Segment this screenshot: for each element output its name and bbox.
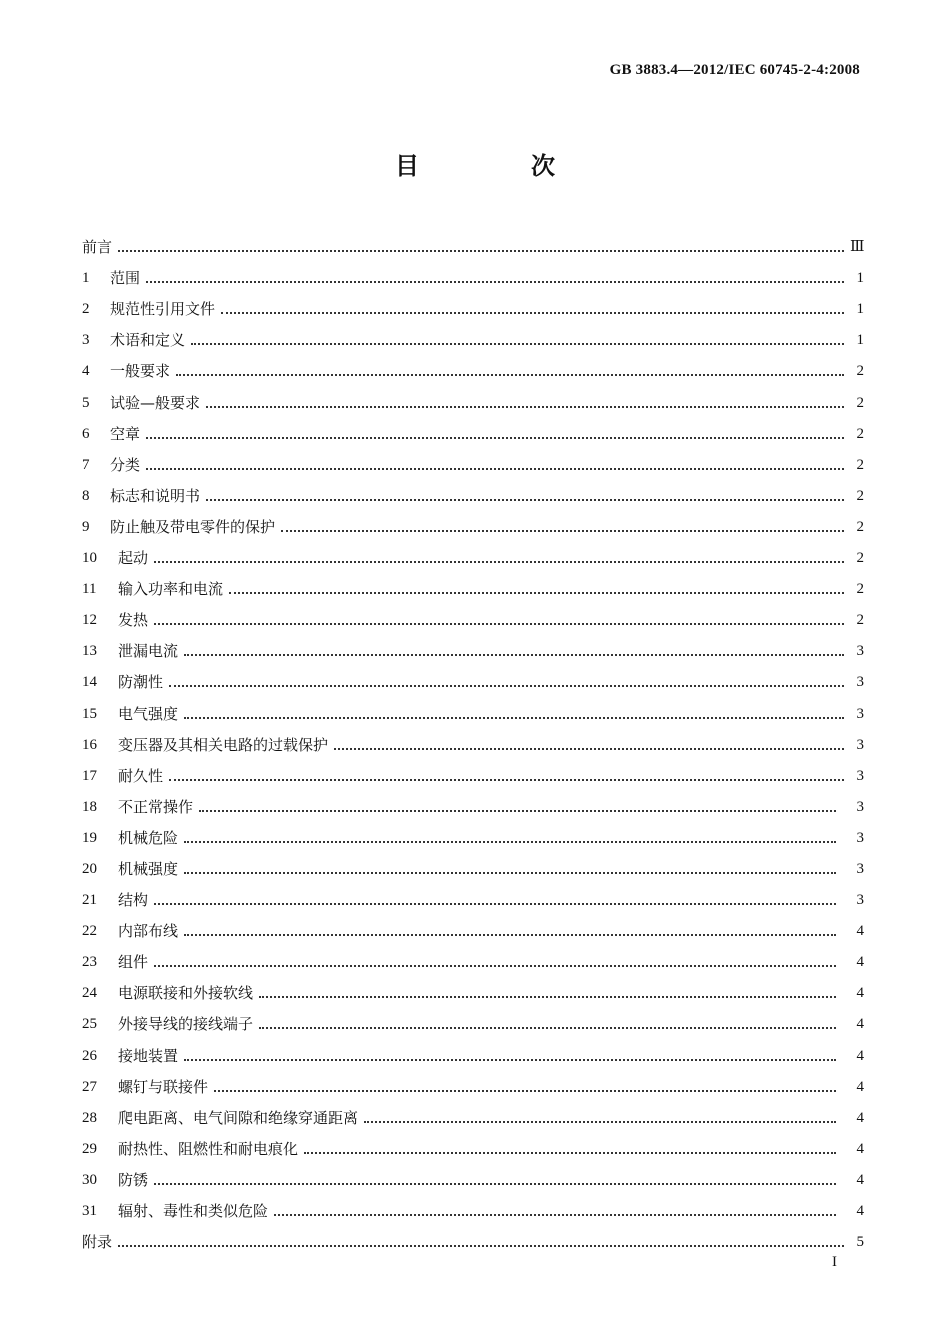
toc-entry-label: 内部布线 — [118, 922, 179, 941]
toc-entry-page: 5 — [856, 1234, 864, 1251]
toc-entry[interactable] — [82, 506, 864, 537]
table-of-contents — [82, 226, 864, 1252]
toc-entry-page: 2 — [856, 425, 864, 442]
toc-entry-page: 3 — [856, 674, 864, 691]
toc-entry[interactable] — [82, 910, 864, 941]
toc-entry[interactable] — [82, 381, 864, 412]
toc-entry[interactable] — [82, 661, 864, 692]
dot-leader — [184, 717, 844, 719]
toc-entry-label: 组件 — [118, 953, 149, 972]
toc-entry-page: 3 — [856, 736, 864, 753]
toc-entry-page: 3 — [856, 860, 864, 877]
toc-entry-number: 9 — [82, 518, 90, 535]
toc-entry[interactable] — [82, 817, 864, 848]
dot-leader — [184, 872, 836, 874]
toc-entry-page: 4 — [856, 1203, 864, 1219]
toc-entry[interactable] — [82, 1003, 864, 1034]
toc-entry-page: 4 — [856, 985, 864, 1002]
toc-entry-page: 3 — [856, 767, 864, 784]
toc-entry-number: 10 — [82, 550, 97, 567]
toc-entry-number: 27 — [82, 1078, 97, 1095]
toc-entry-number: 6 — [82, 425, 90, 442]
toc-entry-label: 耐久性 — [118, 766, 164, 785]
toc-entry-page: 3 — [856, 829, 864, 846]
toc-entry-page: 2 — [856, 394, 864, 411]
toc-entry[interactable] — [82, 537, 864, 568]
toc-entry-label: 防潮性 — [118, 673, 164, 692]
toc-entry-label: 附录 — [82, 1233, 113, 1252]
toc-entry[interactable] — [82, 972, 864, 1003]
dot-leader — [169, 685, 844, 687]
toc-entry-page: 3 — [856, 705, 864, 722]
toc-entry-page: 3 — [856, 798, 864, 815]
toc-entry-page: Ⅲ — [850, 239, 865, 256]
toc-entry-label: 一般要求 — [110, 362, 171, 381]
toc-entry-label: 起动 — [118, 549, 149, 568]
toc-entry-number: 31 — [82, 1203, 97, 1219]
toc-entry-label: 空章 — [110, 424, 141, 443]
toc-entry-page: 1 — [856, 301, 864, 318]
toc-entry[interactable] — [82, 1097, 864, 1128]
dot-leader — [184, 934, 836, 936]
toc-entry[interactable] — [82, 1066, 864, 1097]
dot-leader — [206, 406, 844, 408]
toc-entry-number: 12 — [82, 612, 97, 629]
dot-leader — [154, 1183, 836, 1185]
toc-entry-number: 21 — [82, 892, 97, 909]
toc-entry-page: 2 — [856, 581, 864, 598]
dot-leader — [146, 437, 844, 439]
toc-entry-number: 28 — [82, 1109, 97, 1126]
toc-entry-page: 2 — [856, 487, 864, 504]
toc-entry-number: 1 — [82, 270, 90, 287]
toc-entry[interactable] — [82, 630, 864, 661]
dot-leader — [199, 810, 836, 812]
dot-leader — [184, 1059, 836, 1061]
toc-entry[interactable] — [82, 786, 864, 817]
dot-leader — [229, 592, 844, 594]
dot-leader — [214, 1090, 836, 1092]
toc-entry-page: 2 — [856, 550, 864, 567]
toc-entry-number: 13 — [82, 643, 97, 660]
dot-leader — [191, 343, 844, 345]
toc-entry-number: 18 — [82, 798, 97, 815]
toc-entry-label: 爬电距离、电气间隙和绝缘穿通距离 — [118, 1108, 359, 1127]
dot-leader — [184, 654, 844, 656]
toc-entry[interactable] — [82, 1034, 864, 1065]
toc-entry-number: 2 — [82, 301, 90, 318]
dot-leader — [154, 623, 844, 625]
toc-entry-page: 2 — [856, 612, 864, 629]
dot-leader — [206, 499, 844, 501]
toc-entry-number: 25 — [82, 1016, 97, 1033]
dot-leader — [334, 748, 844, 750]
dot-leader — [118, 250, 844, 252]
toc-entry[interactable] — [82, 848, 864, 879]
toc-entry-label: 螺钉与联接件 — [118, 1077, 209, 1096]
toc-entry-label: 机械危险 — [118, 828, 179, 847]
toc-entry-page: 3 — [856, 892, 864, 909]
toc-entry-number: 22 — [82, 923, 97, 940]
dot-leader — [154, 965, 836, 967]
dot-leader — [184, 841, 836, 843]
toc-entry[interactable] — [82, 1190, 864, 1221]
toc-entry-number: 29 — [82, 1140, 97, 1157]
dot-leader — [281, 530, 844, 532]
dot-leader — [176, 374, 844, 376]
toc-entry-label: 术语和定义 — [110, 331, 186, 350]
toc-entry[interactable] — [82, 941, 864, 972]
toc-entry-page: 4 — [856, 1047, 864, 1064]
toc-entry-label: 耐热性、阻燃性和耐电痕化 — [118, 1139, 299, 1158]
toc-entry-label: 机械强度 — [118, 859, 179, 878]
dot-leader — [259, 1027, 836, 1029]
toc-entry-number: 3 — [82, 332, 90, 349]
toc-entry-number: 8 — [82, 487, 90, 504]
toc-entry-number: 4 — [82, 363, 90, 380]
toc-entry-label: 前言 — [82, 238, 113, 257]
dot-leader — [364, 1121, 836, 1123]
toc-entry-label: 输入功率和电流 — [118, 580, 224, 599]
toc-entry-number: 30 — [82, 1171, 97, 1188]
toc-entry-number: 17 — [82, 767, 97, 784]
toc-entry-number: 15 — [82, 705, 97, 722]
toc-entry-page: 4 — [856, 923, 864, 940]
toc-entry[interactable] — [82, 755, 864, 786]
toc-entry-page: 4 — [856, 1078, 864, 1095]
dot-leader — [221, 312, 844, 314]
toc-entry-page: 4 — [856, 954, 864, 971]
toc-entry-page: 1 — [856, 332, 864, 349]
toc-entry-label: 电气强度 — [118, 704, 179, 723]
toc-entry[interactable] — [82, 879, 864, 910]
dot-leader — [118, 1245, 844, 1247]
page-number: I — [832, 1254, 837, 1270]
toc-entry-number: 26 — [82, 1047, 97, 1064]
dot-leader — [146, 281, 844, 283]
dot-leader — [304, 1152, 836, 1154]
toc-entry[interactable] — [82, 724, 864, 755]
toc-entry-label: 试验—般要求 — [110, 393, 201, 412]
toc-entry-label: 不正常操作 — [118, 797, 194, 816]
dot-leader — [169, 779, 844, 781]
toc-entry-page: 2 — [856, 456, 864, 473]
toc-entry-number: 24 — [82, 985, 97, 1002]
toc-entry[interactable] — [82, 350, 864, 381]
dot-leader — [259, 996, 836, 998]
toc-entry-number: 23 — [82, 954, 97, 971]
toc-entry-number: 20 — [82, 860, 97, 877]
toc-entry-label: 接地装置 — [118, 1046, 179, 1065]
toc-entry-label: 结构 — [118, 891, 149, 910]
toc-entry-number: 5 — [82, 394, 90, 411]
toc-entry[interactable] — [82, 413, 864, 444]
toc-entry-page: 1 — [856, 270, 864, 287]
toc-entry-label: 外接导线的接线端子 — [118, 1015, 254, 1034]
toc-entry[interactable] — [82, 692, 864, 723]
toc-entry-label: 泄漏电流 — [118, 642, 179, 661]
dot-leader — [146, 468, 844, 470]
toc-entry[interactable] — [82, 1159, 864, 1190]
toc-entry[interactable] — [82, 226, 864, 257]
toc-entry-page: 4 — [856, 1140, 864, 1157]
toc-entry[interactable] — [82, 1128, 864, 1159]
toc-entry[interactable] — [82, 568, 864, 599]
toc-entry-label: 防锈 — [118, 1170, 149, 1189]
toc-entry[interactable] — [82, 288, 864, 319]
toc-entry-page: 4 — [856, 1016, 864, 1033]
toc-entry-page: 4 — [856, 1171, 864, 1188]
toc-entry-page: 4 — [856, 1109, 864, 1126]
toc-entry-label: 范围 — [110, 269, 141, 288]
toc-entry-number: 7 — [82, 456, 90, 473]
standard-code: GB 3883.4—2012/IEC 60745-2-4:2008 — [609, 62, 860, 78]
toc-entry[interactable] — [82, 1221, 864, 1252]
toc-entry-number: 19 — [82, 829, 97, 846]
dot-leader — [154, 561, 844, 563]
toc-entry[interactable] — [82, 599, 864, 630]
toc-entry[interactable] — [82, 475, 864, 506]
toc-entry-label: 电源联接和外接软线 — [118, 984, 254, 1003]
toc-entry-label: 防止触及带电零件的保护 — [110, 517, 276, 536]
toc-entry-page: 3 — [856, 643, 864, 660]
toc-entry-page: 2 — [856, 518, 864, 535]
toc-entry-label: 发热 — [118, 611, 149, 630]
page-title: 目 次 — [395, 152, 599, 180]
toc-entry-label: 标志和说明书 — [110, 486, 201, 505]
toc-entry-label: 变压器及其相关电路的过载保护 — [118, 735, 329, 754]
toc-entry-label: 辐射、毒性和类似危险 — [118, 1202, 269, 1220]
toc-entry[interactable] — [82, 257, 864, 288]
toc-entry-label: 规范性引用文件 — [110, 300, 216, 319]
dot-leader — [154, 903, 836, 905]
toc-entry-number: 11 — [82, 581, 97, 598]
toc-entry-label: 分类 — [110, 455, 141, 474]
toc-entry[interactable] — [82, 319, 864, 350]
toc-entry-page: 2 — [856, 363, 864, 380]
toc-entry[interactable] — [82, 444, 864, 475]
dot-leader — [274, 1214, 836, 1216]
toc-entry-number: 16 — [82, 736, 97, 753]
toc-entry-number: 14 — [82, 674, 97, 691]
